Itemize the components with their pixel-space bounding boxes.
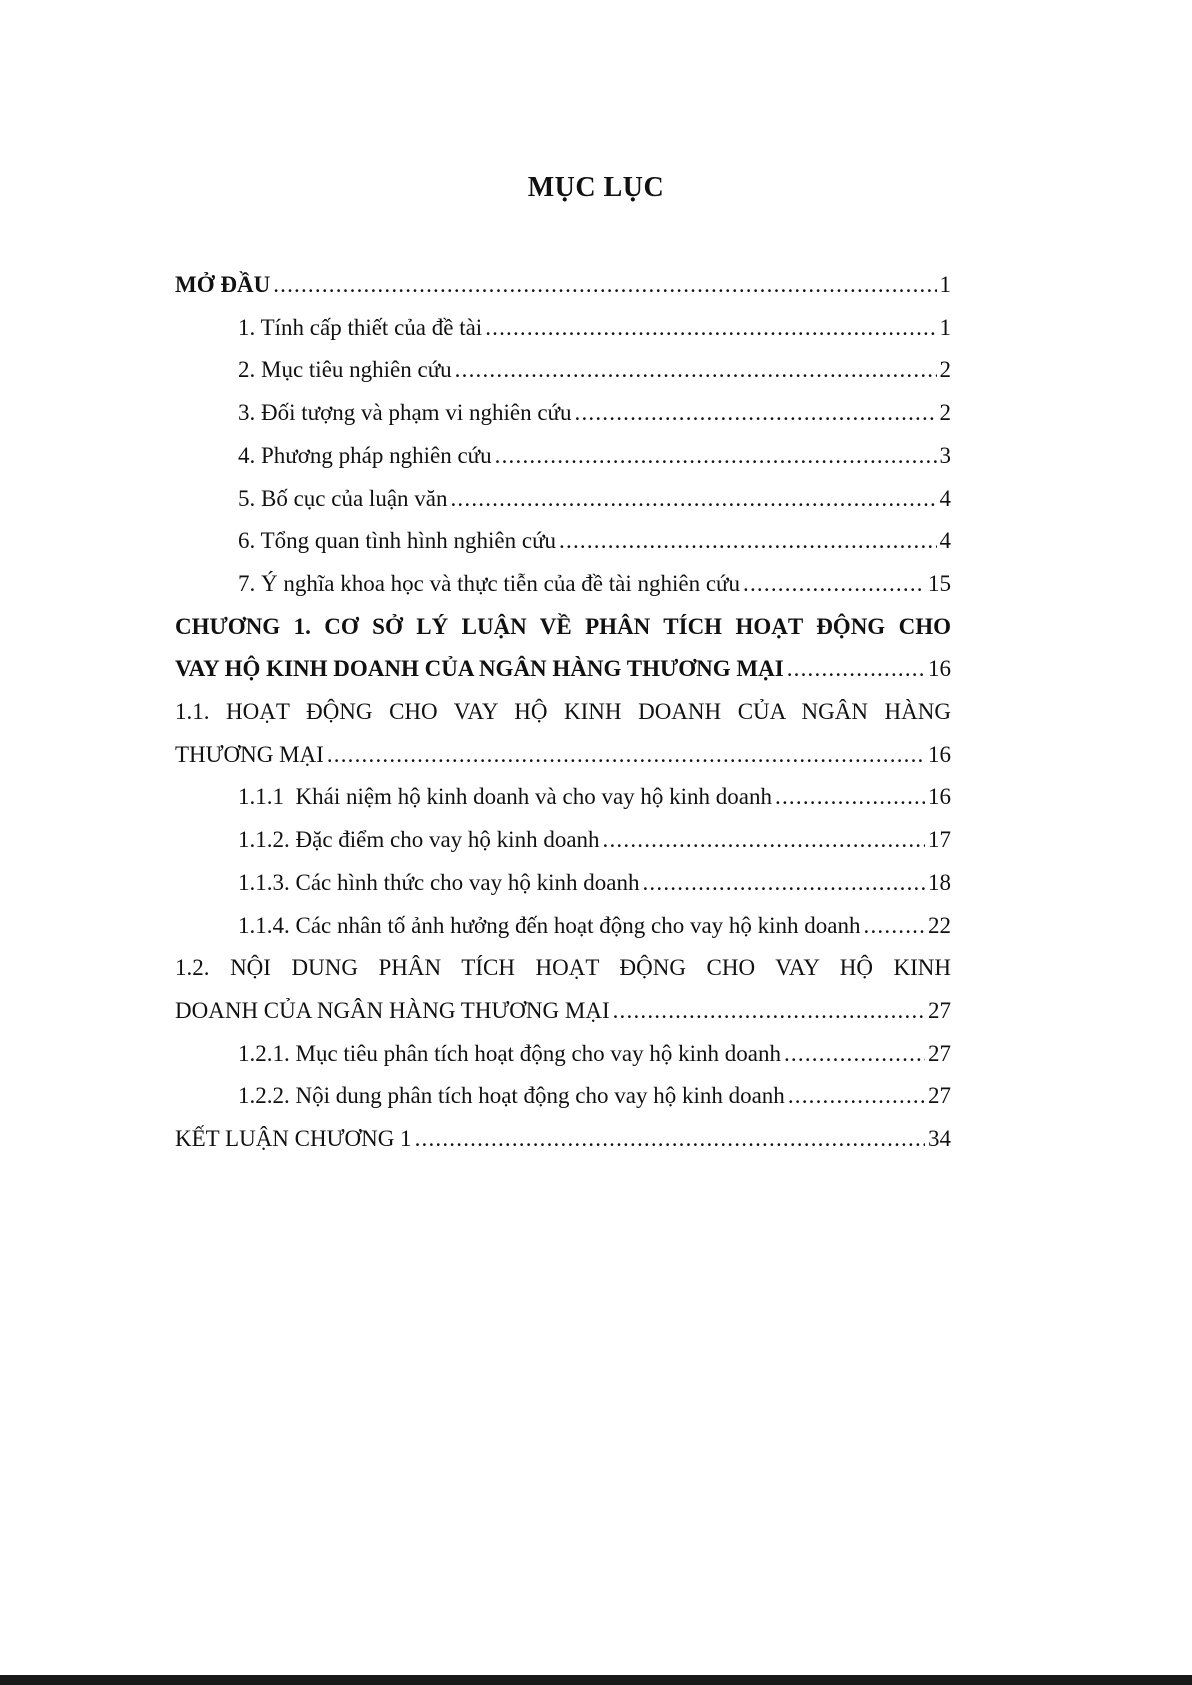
dot-leader: [603, 819, 925, 862]
toc-entry-1-1[interactable]: [175, 691, 951, 776]
dot-leader: [743, 563, 925, 606]
toc-page-number: 1: [939, 314, 951, 340]
toc-entry-label: 2. Mục tiêu nghiên cứu: [238, 357, 452, 383]
toc-entry-label: 6. Tổng quan tình hình nghiên cứu: [238, 528, 557, 554]
toc-entry-label-line2: DOANH CỦA NGÂN HÀNG THƯƠNG MẠI: [175, 997, 610, 1023]
dot-leader: [495, 435, 937, 478]
toc-page-number: 27: [928, 1083, 951, 1109]
page-title: MỤC LỤC: [527, 172, 665, 203]
toc-entry-3[interactable]: [175, 392, 951, 435]
dot-leader: [784, 1033, 925, 1076]
toc-entry-label: 1. Tính cấp thiết của đề tài: [238, 314, 483, 340]
toc-entry-label: 4. Phương pháp nghiên cứu: [238, 442, 492, 468]
toc-page-number: 15: [928, 570, 951, 596]
toc-entry-7[interactable]: [175, 563, 951, 606]
toc-entry-label: MỞ ĐẦU: [175, 272, 271, 297]
dot-leader: [327, 734, 925, 777]
dot-leader: [455, 349, 937, 392]
dot-leader: [775, 776, 925, 819]
toc-page-number: 2: [939, 357, 951, 383]
toc-entry-label: 5. Bố cục của luận văn: [238, 485, 448, 511]
toc-entry-1-1-4[interactable]: [175, 905, 951, 948]
toc-page-number: 16: [928, 784, 951, 810]
toc-entry-label: KẾT LUẬN CHƯƠNG 1: [175, 1126, 412, 1152]
toc-entry-ket-luan[interactable]: [175, 1118, 951, 1161]
dot-leader: [575, 392, 937, 435]
toc-entry-1-2-1[interactable]: [175, 1033, 951, 1076]
toc-entry-label: 7. Ý nghĩa khoa học và thực tiễn của đề tài nghiên cứu: [238, 570, 741, 596]
toc-entry-4[interactable]: [175, 435, 951, 478]
dot-leader: [787, 648, 925, 691]
toc-entry-1-2[interactable]: [175, 947, 951, 1032]
toc-entry-1-1-2[interactable]: [175, 819, 951, 862]
dot-leader: [485, 307, 936, 350]
toc-entry-label: 1.2.1. Mục tiêu phân tích hoạt động cho vay hộ kinh doanh: [238, 1040, 781, 1066]
dot-leader: [864, 905, 925, 948]
toc-entry-5[interactable]: [175, 478, 951, 521]
toc-entry-label: 1.2.2. Nội dung phân tích hoạt động cho vay hộ kinh doanh: [238, 1083, 785, 1109]
toc-page-number: 17: [928, 827, 951, 853]
toc-entry-label-line1: CHƯƠNG 1. CƠ SỞ LÝ LUẬN VỀ PHÂN TÍCH HOẠT ĐỘNG CHO: [175, 613, 951, 639]
toc-entry-2[interactable]: [175, 349, 951, 392]
toc-entry-label-line1: 1.1. HOẠT ĐỘNG CHO VAY HỘ KINH DOANH CỦA NGÂN HÀNG: [175, 699, 951, 725]
toc-page-number: 22: [928, 912, 951, 938]
toc-entry-label-line1: 1.2. NỘI DUNG PHÂN TÍCH HOẠT ĐỘNG CHO VAY HỘ KINH: [175, 955, 951, 981]
toc-page-number: 4: [939, 528, 951, 554]
toc-entry-1-1-3[interactable]: [175, 862, 951, 905]
toc-entry-label: 3. Đối tượng và phạm vi nghiên cứu: [238, 400, 572, 426]
toc-page-number: 27: [928, 1040, 951, 1066]
toc-page-number: 16: [928, 656, 951, 682]
dot-leader: [559, 520, 936, 563]
toc-page-number: 18: [928, 869, 951, 895]
toc-entry-label-line2: VAY HỘ KINH DOANH CỦA NGÂN HÀNG THƯƠNG MẠI: [175, 656, 784, 682]
dot-leader: [415, 1118, 925, 1161]
toc-page-number: 34: [928, 1126, 951, 1152]
toc-page-number: 3: [939, 442, 951, 468]
toc-page-number: 2: [939, 400, 951, 426]
toc-entry-1-2-2[interactable]: [175, 1075, 951, 1118]
toc-entry-chapter-1[interactable]: [175, 606, 951, 691]
toc-entry-label: 1.1.3. Các hình thức cho vay hộ kinh doanh: [238, 869, 640, 895]
toc-entry-label: 1.1.2. Đặc điểm cho vay hộ kinh doanh: [238, 827, 600, 853]
dot-leader: [273, 264, 936, 307]
toc-entry-6[interactable]: [175, 520, 951, 563]
toc-page-number: 27: [928, 997, 951, 1023]
dot-leader: [642, 862, 925, 905]
table-of-contents: [175, 264, 951, 1161]
toc-entry-label: 1.1.1 Khái niệm hộ kinh doanh và cho vay hộ kinh doanh: [238, 784, 773, 810]
dot-leader: [788, 1075, 925, 1118]
toc-page-number: 1: [939, 272, 951, 297]
toc-entry-label-line2: THƯƠNG MẠI: [175, 741, 324, 767]
bottom-edge-bar: [0, 1675, 1192, 1685]
toc-entry-1[interactable]: [175, 307, 951, 350]
toc-entry-label: 1.1.4. Các nhân tố ảnh hưởng đến hoạt động cho vay hộ kinh doanh: [238, 912, 861, 938]
dot-leader: [613, 990, 925, 1033]
toc-entry-1-1-1[interactable]: [175, 776, 951, 819]
toc-page-number: 16: [928, 741, 951, 767]
toc-page-number: 4: [939, 485, 951, 511]
toc-entry-mo-dau[interactable]: [175, 264, 951, 307]
dot-leader: [450, 478, 936, 521]
